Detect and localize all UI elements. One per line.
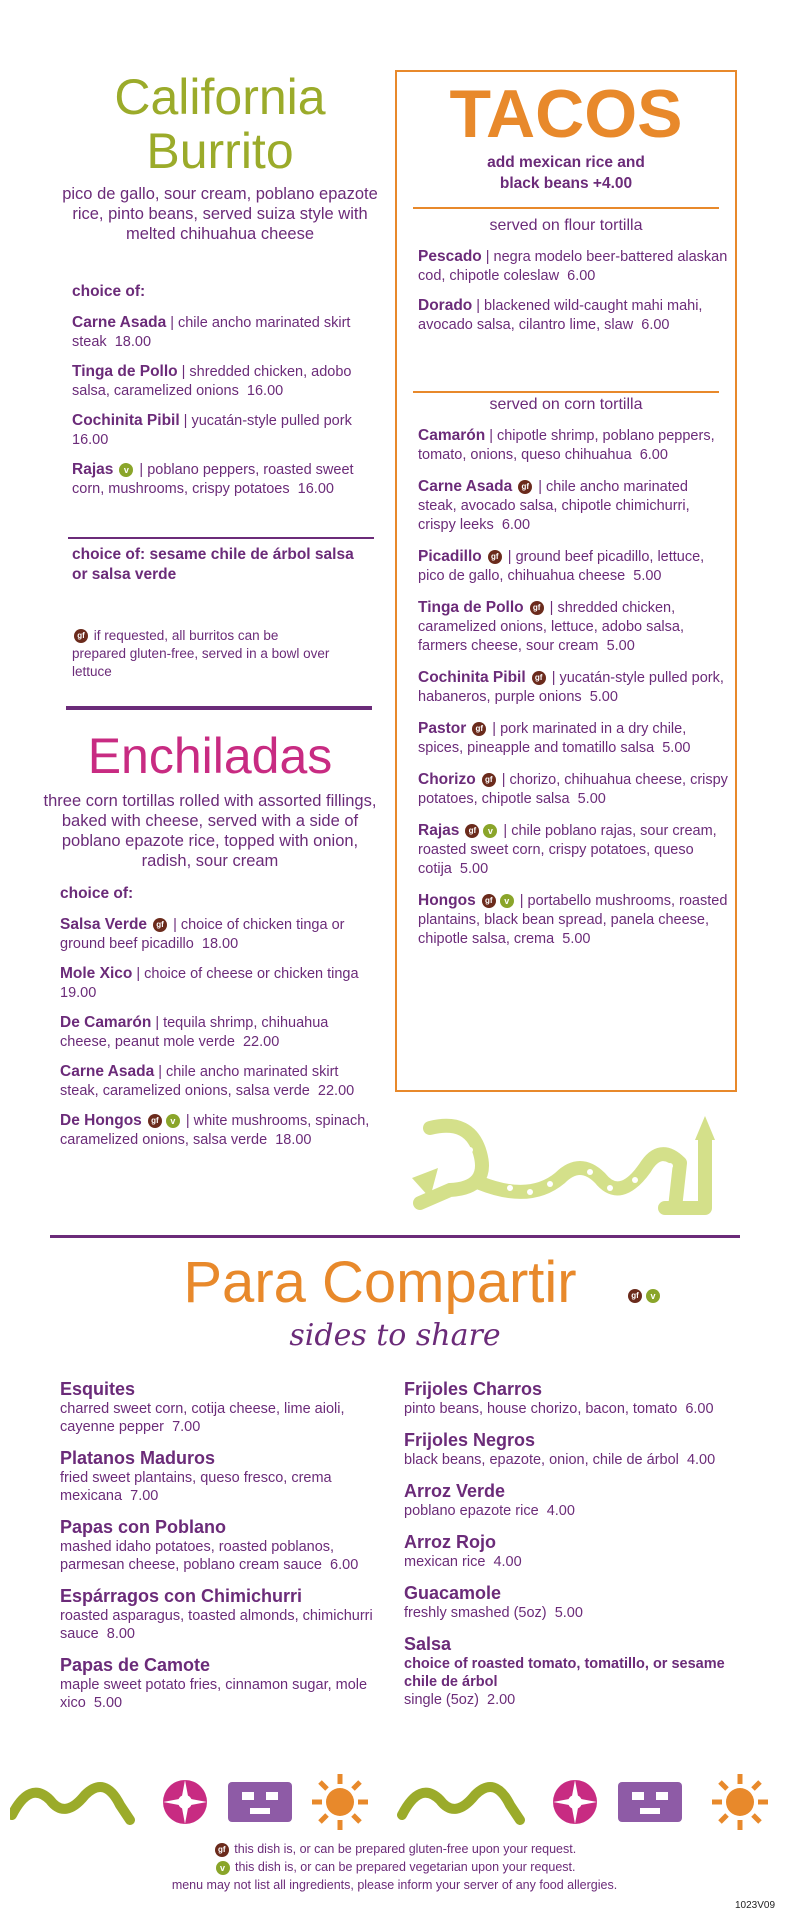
gluten-free-icon: gf [472,722,486,736]
gluten-free-icon: gf [628,1289,642,1303]
item-desc: shredded chicken, adobo salsa, caramelized onions [72,364,352,399]
item-desc: pinto beans, house chorizo, bacon, tomato [404,1401,678,1417]
item-price: 8.00 [106,1626,135,1642]
enchiladas-choice-label: choice of: [60,885,134,902]
item-name: Carne Asada [72,314,167,331]
item-desc: chile poblano rajas, sour cream, roasted sweet corn, crispy potatoes, queso cotija [418,823,717,877]
item-desc: freshly smashed (5oz) [404,1605,547,1621]
compartir-dietary-icons [626,1287,662,1305]
item-name: Salsa Verde [60,916,148,933]
flour-taco-list [418,247,728,345]
gf-note-text: if requested, all burritos can be prepared gluten-free, served in a bowl over lettuce [72,628,330,679]
burrito-title [70,70,370,178]
burrito-salsa-choice: choice of: sesame chile de árbol salsa or salsa verde [72,546,354,583]
side-item [60,1585,380,1643]
item-price: 18.00 [275,1132,312,1148]
enchiladas-description: three corn tortillas rolled with assorted fillings, baked with cheese, served with a side of poblano epazote rice, topped with onion, radish, sour cream [43,792,377,870]
item-name: Arroz Rojo [404,1532,496,1552]
item-desc: chipotle shrimp, poblano peppers, tomato, onions, queso chihuahua [418,428,715,463]
item-price: 2.00 [487,1692,516,1708]
vegetarian-icon: v [500,894,514,908]
side-item [404,1531,734,1571]
divider [413,207,719,209]
item-price: 6.00 [641,317,670,333]
item-price: 18.00 [201,936,239,952]
item-price: 5.00 [459,861,489,877]
item-desc: maple sweet potato fries, cinnamon sugar, mole xico [60,1677,368,1711]
item-price: 22.00 [317,1083,355,1099]
side-item [60,1654,380,1712]
item-desc: chorizo, chihuahua cheese, crispy potatoes, chipotle salsa [418,772,728,807]
item-desc: blackened wild-caught mahi mahi, avocado salsa, cilantro lime, slaw [418,298,703,333]
item-name: Arroz Verde [404,1481,506,1501]
menu-item: Cochinita Pibil gf | yucatán-style pulled pork, habaneros, purple onions 5.00 [418,669,724,705]
item-desc: chile ancho marinated steak, avocado salsa, chipotle chimichurri, crispy leeks [418,479,690,533]
item-desc: yucatán-style pulled pork [191,413,352,429]
item-desc: tequila shrimp, chihuahua cheese, peanut mole verde [60,1015,329,1050]
item-desc: pork marinated in a dry chile, spices, pineapple and tomatillo salsa [418,721,687,756]
vegetarian-icon: v [646,1289,660,1303]
side-item [60,1378,380,1436]
decorative-band [10,1770,780,1830]
flour-tortilla-header: served on flour tortilla [489,217,643,234]
item-desc: roasted asparagus, toasted almonds, chimichurri sauce [60,1608,373,1642]
allergy-note: menu may not list all ingredients, please inform your server of any food allergies. [171,1878,618,1892]
tacos-subtitle-line1: add mexican rice and [487,154,645,171]
sides-left-column [60,1378,380,1723]
enchiladas-title: Enchiladas [87,728,333,784]
menu-item: Camarón | chipotle shrimp, poblano peppers, tomato, onions, queso chihuahua 6.00 [418,427,715,463]
menu-item: Pescado | negra modelo beer-battered alaskan cod, chipotle coleslaw 6.00 [418,248,728,284]
gluten-free-icon: gf [465,824,479,838]
menu-item: Rajas v | poblano peppers, roasted sweet corn, mushrooms, crispy potatoes 16.00 [72,461,354,497]
item-name: Mole Xico [60,965,133,982]
footer-notes [0,1840,789,1894]
burrito-title-line1: California [114,69,326,125]
tacos-subtitle-line2: black beans +4.00 [499,175,633,192]
item-name: Pescado [418,248,482,265]
item-name: Papas de Camote [60,1655,211,1675]
item-name: Camarón [418,427,486,444]
menu-item: Tinga de Pollo | shredded chicken, adobo salsa, caramelized onions 16.00 [72,363,352,399]
item-name: Espárragos con Chimichurri [60,1586,303,1606]
menu-item: Carne Asada gf | chile ancho marinated steak, avocado salsa, chipotle chimichurri, crispy leeks 6.00 [418,478,690,533]
burrito-description: pico de gallo, sour cream, poblano epazote rice, pinto beans, served suiza style with melted chihuahua cheese [62,185,378,243]
vegetarian-icon: v [166,1114,180,1128]
item-desc: negra modelo beer-battered alaskan cod, chipotle coleslaw [418,249,728,284]
item-price: 4.00 [546,1503,575,1519]
item-name: Cochinita Pibil [418,669,526,686]
item-desc: ground beef picadillo, lettuce, pico de gallo, chihuahua cheese [418,549,705,584]
item-desc: single (5oz) [404,1692,479,1708]
item-price: 6.00 [330,1557,359,1573]
item-price: 16.00 [246,383,284,399]
tacos-subtitle [395,152,737,194]
item-price: 7.00 [130,1488,159,1504]
item-name: Hongos [418,892,476,909]
menu-item: Picadillo gf | ground beef picadillo, lettuce, pico de gallo, chihuahua cheese 5.00 [418,548,705,584]
corn-tortilla-header: served on corn tortilla [489,396,643,413]
v-legend [0,1858,789,1876]
compartir-script-subtitle: sides to share [289,1318,501,1353]
side-item [60,1447,380,1505]
menu-item: De Camarón | tequila shrimp, chihuahua cheese, peanut mole verde 22.00 [60,1014,329,1050]
item-price: 5.00 [589,689,618,705]
item-price: 7.00 [172,1419,201,1435]
item-desc: white mushrooms, spinach, caramelized onions, salsa verde [60,1113,370,1148]
item-desc: choice of cheese or chicken tinga [144,966,359,982]
gluten-free-icon: gf [482,773,496,787]
corn-taco-list [418,426,728,961]
item-desc: mexican rice [404,1554,486,1570]
menu-item: Carne Asada | chile ancho marinated skirt steak, caramelized onions, salsa verde 22.00 [60,1063,355,1099]
item-desc: fried sweet plantains, queso fresco, crema mexicana [60,1470,332,1504]
item-price: 4.00 [493,1554,522,1570]
sides-right-column [404,1378,734,1720]
side-item-salsa [404,1633,734,1709]
item-name: Papas con Poblano [60,1517,227,1537]
menu-item: Chorizo gf | chorizo, chihuahua cheese, crispy potatoes, chipotle salsa 5.00 [418,771,728,807]
burrito-list [72,283,382,509]
gluten-free-icon: gf [74,629,88,643]
item-desc: shredded chicken, caramelized onions, lettuce, adobo salsa, farmers cheese, sour cream [418,600,684,654]
item-price: 4.00 [686,1452,716,1468]
vegetarian-icon: v [119,463,133,477]
menu-item: Carne Asada | chile ancho marinated skirt steak 18.00 [72,314,351,350]
menu-item: Rajas gf v | chile poblano rajas, sour cream, roasted sweet corn, crispy potatoes, queso cotija 5.00 [418,822,717,877]
vegetarian-icon: v [483,824,497,838]
item-name: Dorado [418,297,473,314]
divider [68,537,374,539]
side-item [404,1480,734,1520]
item-desc: black beans, epazote, onion, chile de árbol [404,1452,679,1468]
item-name: Frijoles Negros [404,1430,536,1450]
item-price: 5.00 [577,791,606,807]
item-name: Pastor [418,720,467,737]
gluten-free-icon: gf [482,894,496,908]
side-item [404,1378,734,1418]
item-price: 6.00 [501,517,531,533]
item-desc: chile ancho marinated skirt steak [72,315,351,350]
item-name: Rajas [418,822,460,839]
item-name: Rajas [72,461,114,478]
mask-icon [618,1782,682,1822]
item-name: Frijoles Charros [404,1379,543,1399]
item-desc: poblano peppers, roasted sweet corn, mushrooms, crispy potatoes [72,462,354,497]
item-desc: choice of chicken tinga or ground beef picadillo [60,917,345,952]
gluten-free-icon: gf [518,480,532,494]
salsa-choice: choice of roasted tomato, tomatillo, or sesame chile de árbol [404,1656,725,1690]
burrito-choice-label: choice of: [72,283,146,300]
item-name: Guacamole [404,1583,502,1603]
item-name: Cochinita Pibil [72,412,180,429]
item-price: 5.00 [562,931,591,947]
item-name: Salsa [404,1634,452,1654]
item-price: 5.00 [554,1605,583,1621]
item-name: Esquites [60,1379,136,1399]
menu-item: De Hongos gf v | white mushrooms, spinach, caramelized onions, salsa verde 18.00 [60,1112,370,1148]
item-name: Carne Asada [418,478,513,495]
flower-icon [553,1780,597,1824]
item-price: 5.00 [633,568,662,584]
item-desc: mashed idaho potatoes, roasted poblanos, parmesan cheese, poblano cream sauce [60,1539,335,1573]
gluten-free-icon: gf [488,550,502,564]
menu-item: Hongos gf v | portabello mushrooms, roasted plantains, black bean spread, panela cheese, chipotle salsa, crema 5.00 [418,892,728,947]
item-price: 16.00 [297,481,334,497]
item-name: Platanos Maduros [60,1448,216,1468]
gluten-free-icon: gf [148,1114,162,1128]
menu-item: Mole Xico | choice of cheese or chicken tinga 19.00 [60,965,359,1001]
item-name: Carne Asada [60,1063,155,1080]
item-price: 5.00 [93,1695,123,1711]
item-name: De Camarón [60,1014,152,1031]
serpent-icon [402,1787,520,1820]
menu-item: Dorado | blackened wild-caught mahi mahi, avocado salsa, cilantro lime, slaw 6.00 [418,297,703,333]
tacos-title: TACOS [449,76,683,152]
menu-item: Cochinita Pibil | yucatán-style pulled pork 16.00 [72,412,352,448]
gluten-free-icon: gf [153,918,167,932]
item-name: De Hongos [60,1112,142,1129]
burrito-gf-note [72,627,332,681]
gluten-free-icon: gf [530,601,544,615]
flower-icon [163,1780,207,1824]
divider [413,391,719,393]
side-item [404,1429,734,1469]
gf-legend-text: this dish is, or can be prepared gluten-free upon your request. [234,1842,577,1856]
enchiladas-list [60,885,380,1160]
item-price: 6.00 [639,447,668,463]
item-price: 18.00 [114,334,152,350]
item-name: Picadillo [418,548,482,565]
burrito-title-line2: Burrito [146,123,294,179]
gf-legend [0,1840,789,1858]
sun-icon [312,1774,368,1830]
serpent-icon [12,1787,130,1820]
item-desc: yucatán-style pulled pork, habaneros, purple onions [418,670,724,705]
mask-icon [228,1782,292,1822]
item-price: 16.00 [72,432,109,448]
item-price: 6.00 [567,268,596,284]
item-price: 5.00 [606,638,635,654]
item-name: Tinga de Pollo [72,363,178,380]
item-desc: chile ancho marinated skirt steak, caramelized onions, salsa verde [60,1064,339,1099]
serpent-illustration [410,1108,722,1220]
menu-item: Pastor gf | pork marinated in a dry chile, spices, pineapple and tomatillo salsa 5.00 [418,720,691,756]
menu-code: 1023V09 [735,1900,776,1911]
item-name: Chorizo [418,771,476,788]
gluten-free-icon: gf [215,1843,229,1857]
item-price: 19.00 [60,985,97,1001]
item-price: 5.00 [662,740,691,756]
side-item [404,1582,734,1622]
item-desc: poblano epazote rice [404,1503,539,1519]
vegetarian-icon: v [216,1861,230,1875]
menu-item: Tinga de Pollo gf | shredded chicken, caramelized onions, lettuce, adobo salsa, farmers cheese, sour cream 5.00 [418,599,684,654]
v-legend-text: this dish is, or can be prepared vegetarian upon your request. [234,1860,576,1874]
item-desc: portabello mushrooms, roasted plantains, black bean spread, panela cheese, chipotle salsa, crema [418,893,728,947]
side-item [60,1516,380,1574]
divider [66,706,372,710]
item-price: 22.00 [242,1034,280,1050]
item-price: 6.00 [685,1401,714,1417]
sun-icon [712,1774,768,1830]
item-desc: charred sweet corn, cotija cheese, lime aioli, cayenne pepper [60,1401,345,1435]
item-name: Tinga de Pollo [418,599,524,616]
menu-item: Salsa Verde gf | choice of chicken tinga or ground beef picadillo 18.00 [60,916,345,952]
gluten-free-icon: gf [532,671,546,685]
section-divider [50,1235,740,1238]
compartir-title: Para Compartir [183,1250,577,1315]
